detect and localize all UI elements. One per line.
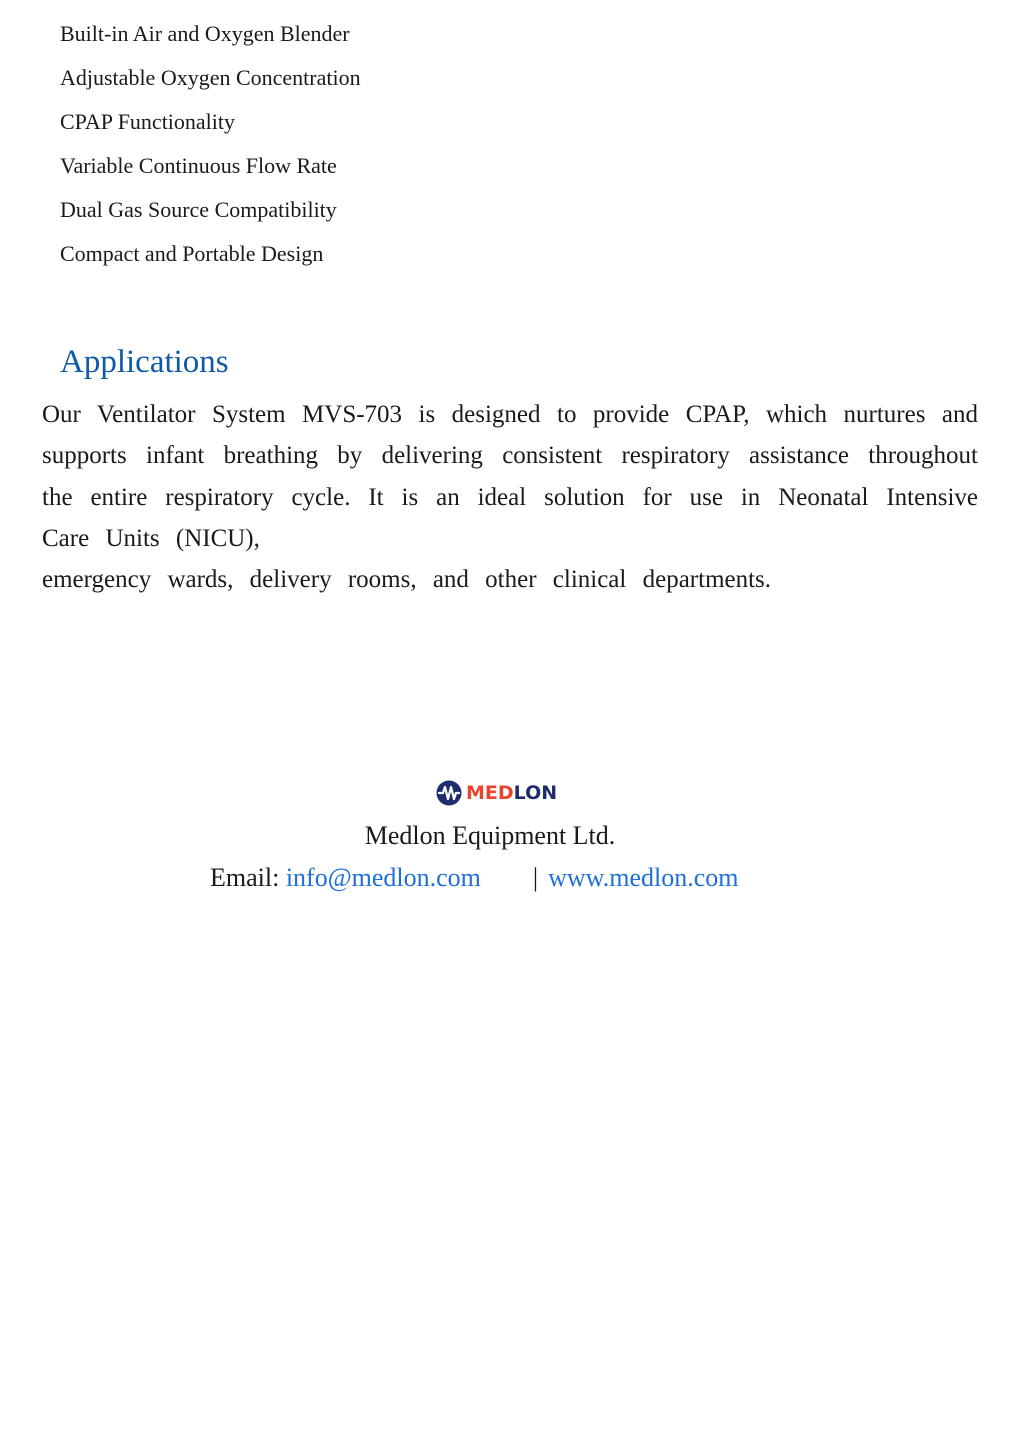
feature-item: CPAP Functionality [60,109,236,134]
email-link[interactable]: info@medlon.com [285,863,481,892]
feature-item: Adjustable Oxygen Concentration [60,65,361,90]
feature-item: Dual Gas Source Compatibility [60,197,337,222]
applications-paragraph [42,394,978,600]
feature-list [60,12,361,276]
website-link[interactable]: www.medlon.com [548,863,739,892]
feature-item: Variable Continuous Flow Rate [60,153,337,178]
company-name: Medlon Equipment Ltd. [364,821,616,850]
feature-item: Built-in Air and Oxygen Blender [60,21,350,46]
applications-body-last-line: emergency wards, delivery rooms, and other clinical departments. [42,566,772,594]
feature-item: Compact and Portable Design [60,241,324,266]
email-label: Email: [210,863,286,892]
logo-lon-text: LON [513,782,558,804]
contact-line [210,860,739,896]
medlon-logo [436,778,557,808]
medlon-logo-icon [436,780,462,806]
applications-heading: Applications [60,344,229,380]
contact-separator: | [532,863,539,892]
logo-med-text: MED [466,782,514,804]
medlon-logo-wordmark [466,778,557,808]
applications-body-text: Our Ventilator System MVS-703 is designed to provide CPAP, which nurtures and supports infant breathing by delivering consistent respiratory assistance throughout the entire respiratory cycle. It is an ideal solution for use in Neonatal Intensive Care Units (NICU), [42,401,978,552]
